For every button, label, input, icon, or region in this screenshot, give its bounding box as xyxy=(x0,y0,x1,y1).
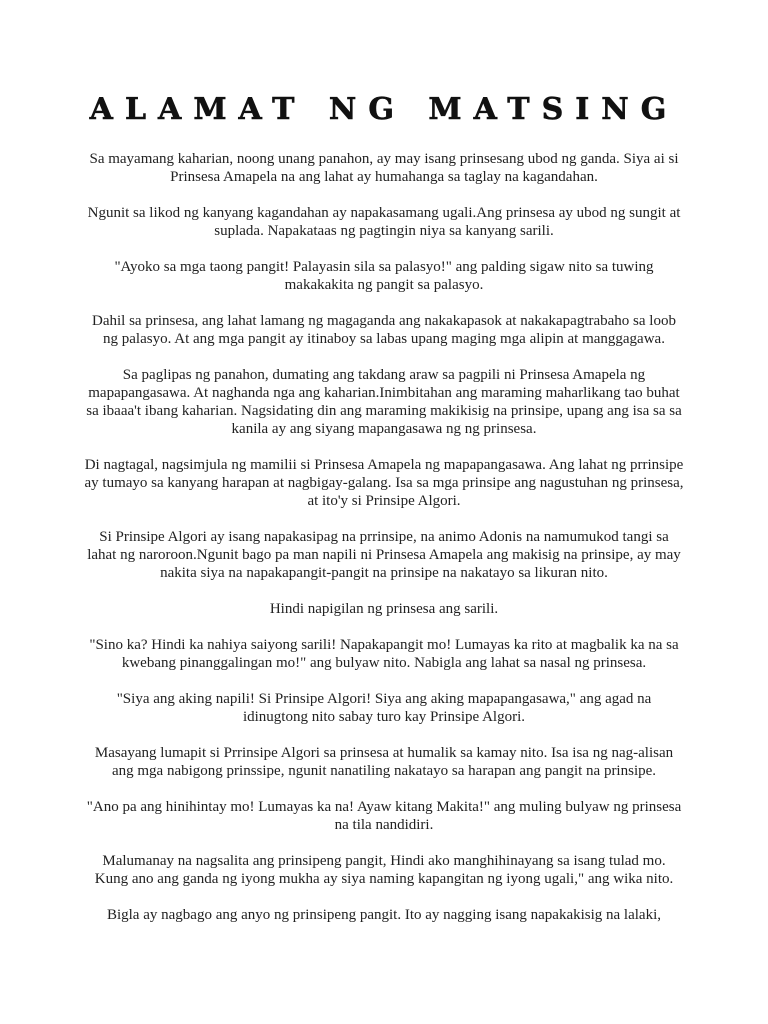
paragraph: Malumanay na nagsalita ang prinsipeng pangit, Hindi ako manghihinayang sa isang tulad mo. Kung ano ang ganda ng iyong mukha ay siya naming kapangitan ng iyong ugali," ang wika nito. xyxy=(94,853,674,887)
paragraph: "Siya ang aking napili! Si Prinsipe Algori! Siya ang aking mapapangasawa," ang agad na idinugtong nito sabay turo kay Prinsipe Algori. xyxy=(116,691,652,725)
paragraph: Si Prinsipe Algori ay isang napakasipag na prrinsipe, na animo Adonis na namumukod tangi sa lahat ng naroroon.Ngunit bago pa man napili ni Prinsesa Amapela ang makisig na prinsipe, ay may nakita siya na napakapangit-pangit na prinsipe na nakatayo sa likuran nito. xyxy=(87,529,681,581)
paragraph: Sa mayamang kaharian, noong unang panahon, ay may isang prinsesang ubod ng ganda. Siya ai si Prinsesa Amapela na ang lahat ay humahanga sa taglay na kagandahan. xyxy=(89,151,679,185)
paragraph: Bigla ay nagbago ang anyo ng prinsipeng pangit. Ito ay nagging isang napakakisig na lalaki, xyxy=(106,907,662,923)
document-title: ALAMAT NG MATSING xyxy=(89,92,679,127)
paragraph: Sa paglipas ng panahon, dumating ang takdang araw sa pagpili ni Prinsesa Amapela ng mapapangasawa. At naghanda nga ang kaharian.Inimbitahan ang maraming maharlikang tao buhat sa ibaaa't ibang kaharian. Nagsidating din ang maraming makikisig na prinsipe, upang ang isa sa sa kanila ay ang siyang mapangasawa ng ng prinsesa. xyxy=(86,367,682,437)
paragraph: Di nagtagal, nagsimjula ng mamilii si Prinsesa Amapela ng mapapangasawa. Ang lahat ng prrinsipe ay tumayo sa kanyang harapan at nagbigay-galang. Isa sa mga prinsipe ang nagustuhan ng prinsesa, at ito'y si Prinsipe Algori. xyxy=(84,457,684,509)
paragraph: "Sino ka? Hindi ka nahiya saiyong sarili! Napakapangit mo! Lumayas ka rito at magbalik ka na sa kwebang pinanggalingan mo!" ang bulyaw nito. Nabigla ang lahat sa nasal ng prinsesa. xyxy=(89,637,679,671)
paragraph: Dahil sa prinsesa, ang lahat lamang ng magaganda ang nakakapasok at nakakapagtrabaho sa loob ng palasyo. At ang mga pangit ay itinaboy sa labas upang maging mga alipin at manggagawa. xyxy=(92,313,676,347)
paragraph: "Ano pa ang hinihintay mo! Lumayas ka na! Ayaw kitang Makita!" ang muling bulyaw ng prinsesa na tila nandidiri. xyxy=(86,799,682,833)
paragraph: Hindi napigilan ng prinsesa ang sarili. xyxy=(269,601,499,617)
paragraph: "Ayoko sa mga taong pangit! Palayasin sila sa palasyo!" ang palding sigaw nito sa tuwing makakakita ng pangit sa palasyo. xyxy=(114,259,654,293)
paragraph: Masayang lumapit si Prrinsipe Algori sa prinsesa at humalik sa kamay nito. Isa isa ng nag-alisan ang mga nabigong prinssipe, ngunit nanatiling nakatayo sa harapan ang pangit na prinsipe. xyxy=(94,745,674,779)
document-body xyxy=(84,150,684,942)
paragraph: Ngunit sa likod ng kanyang kagandahan ay napakasamang ugali.Ang prinsesa ay ubod ng sungit at suplada. Napakataas ng pagtingin niya sa kanyang sarili. xyxy=(87,205,681,239)
